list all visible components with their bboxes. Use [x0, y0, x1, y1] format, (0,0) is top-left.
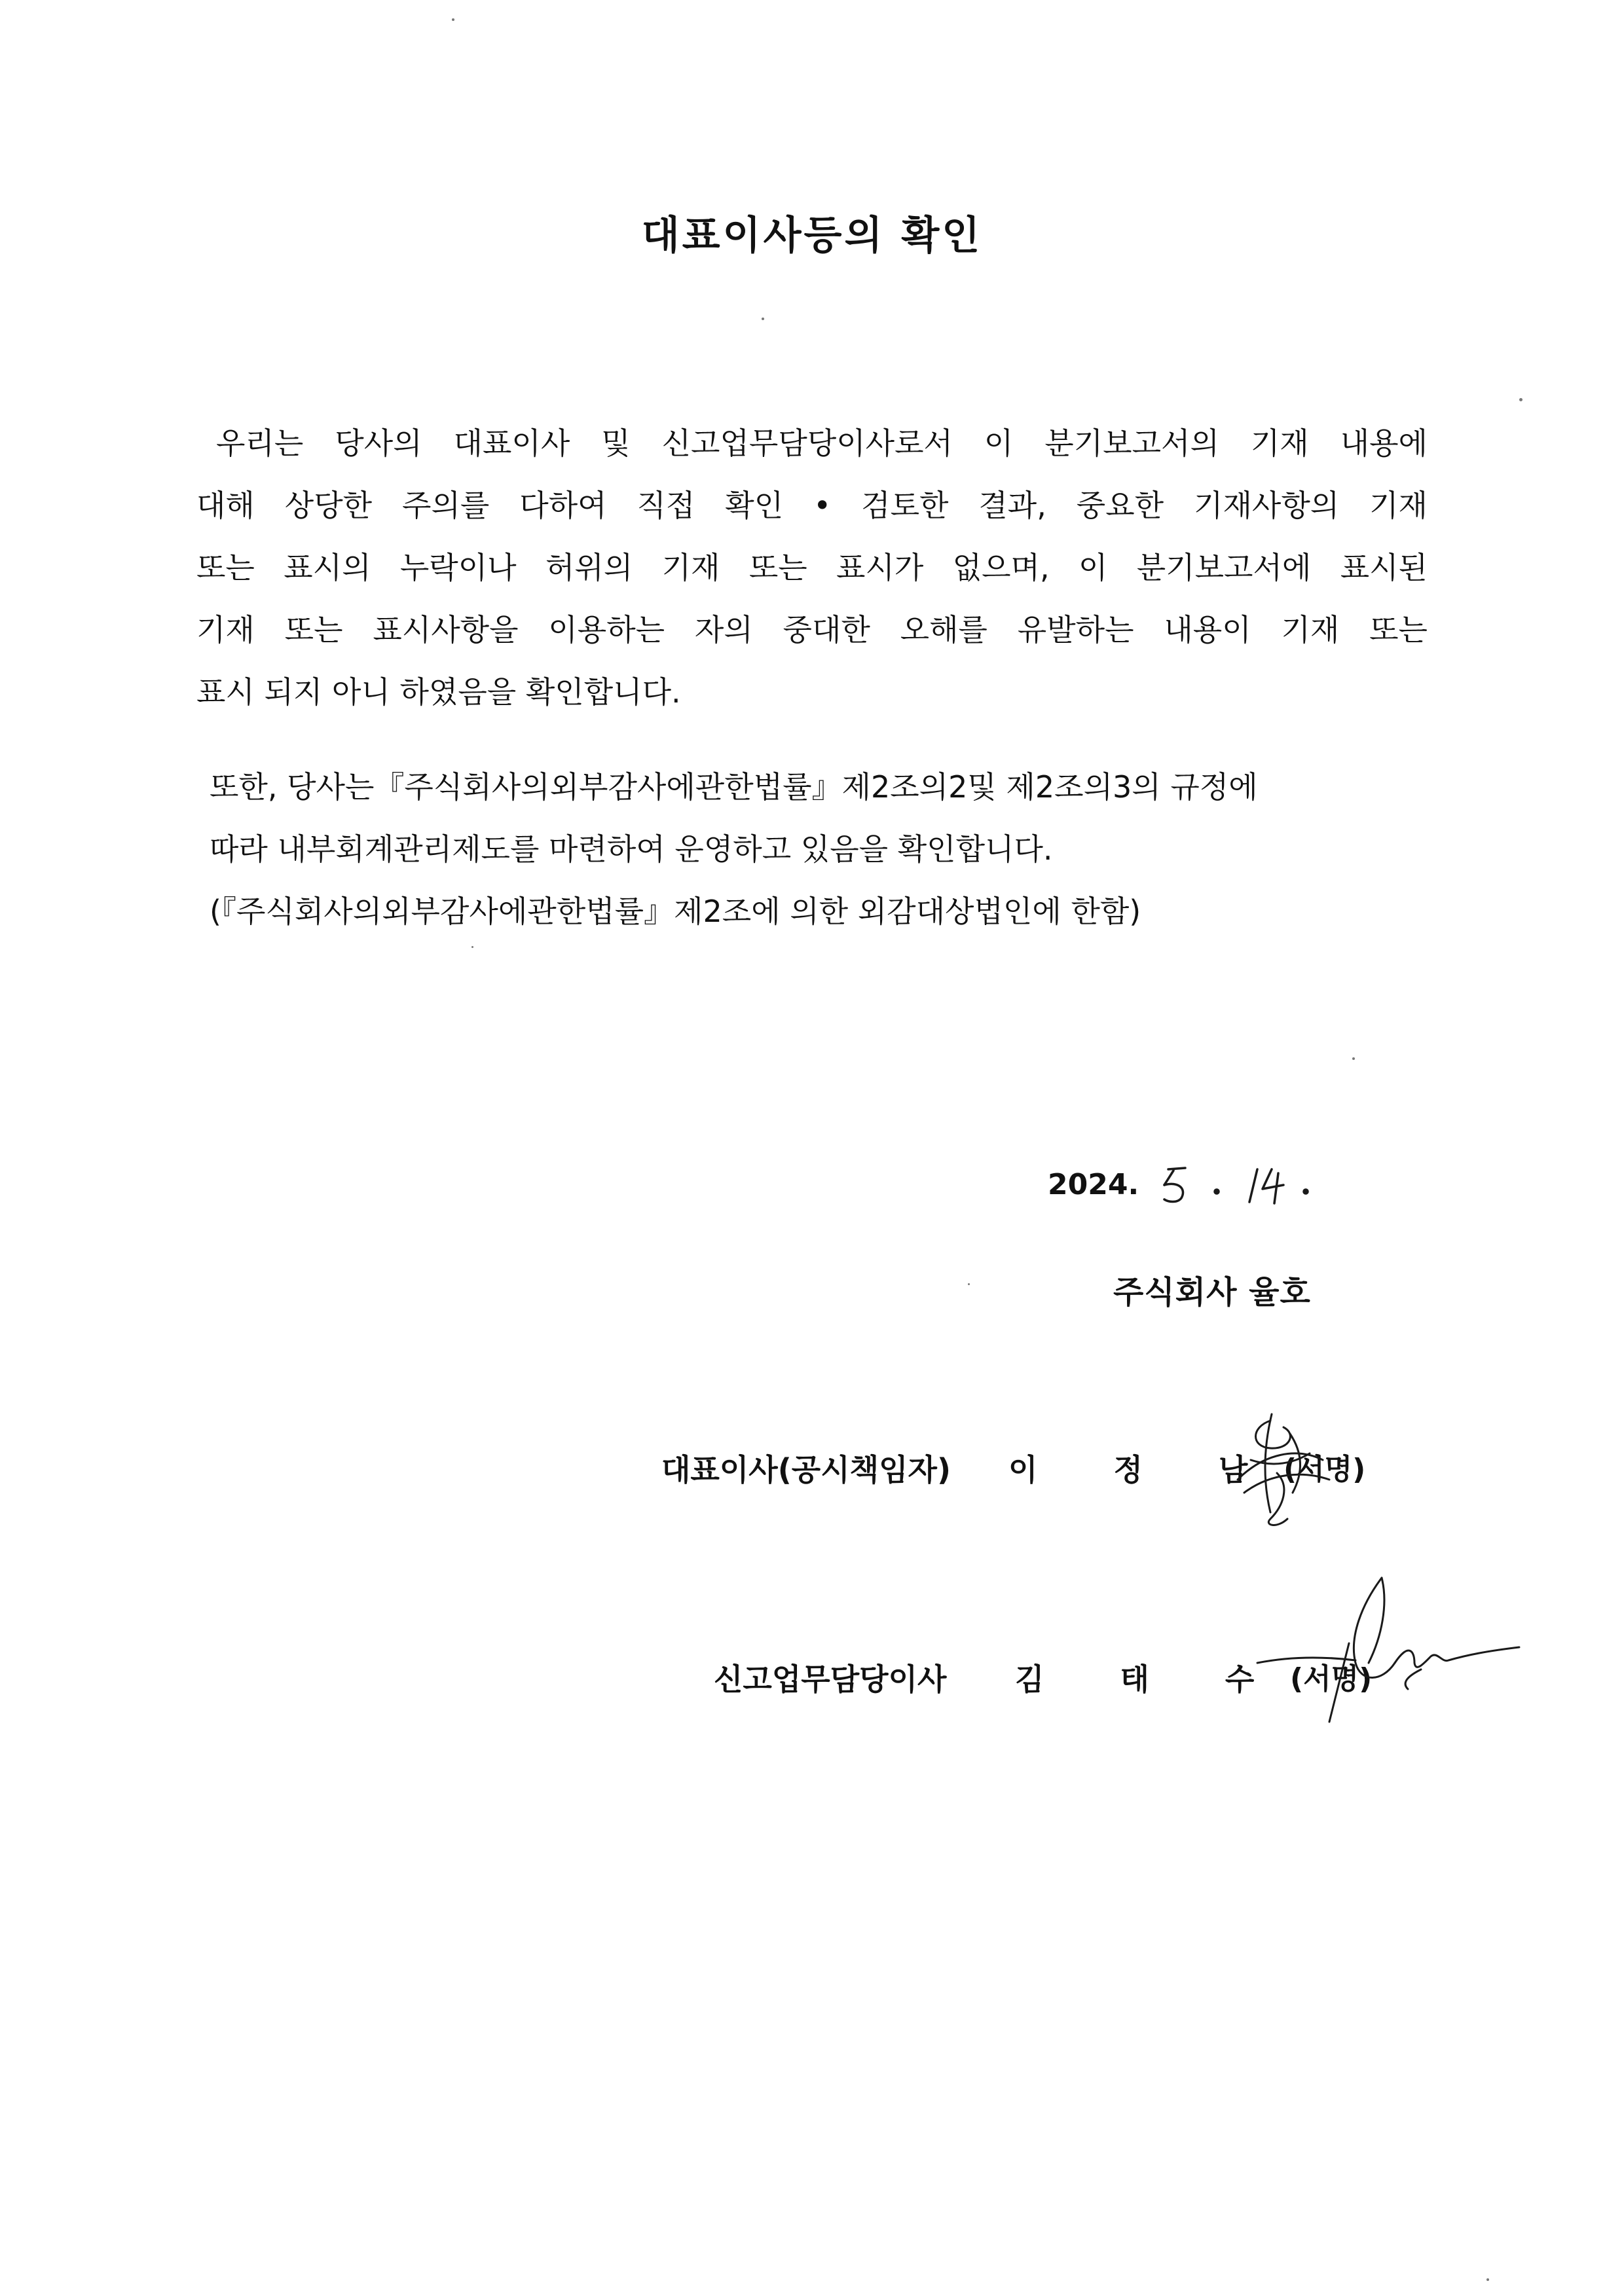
signatory-name: 이 정 남 [1008, 1452, 1281, 1487]
signatory-role: 대표이사(공시책임자) [661, 1452, 951, 1487]
scan-speck [1519, 398, 1522, 401]
paragraph-line: 따라 내부회계관리제도를 마련하여 운영하고 있음을 확인합니다. [210, 831, 1053, 867]
signature-label: (서명) [1283, 1453, 1366, 1486]
paragraph-line: 표시 되지 아니 하였음을 확인합니다. [196, 674, 681, 710]
paragraph-line: 또한, 당사는『주식회사의외부감사에관한법률』제2조의2및 제2조의3의 규정에 [210, 769, 1258, 805]
scan-speck [762, 318, 764, 320]
signature-label: (서명) [1290, 1662, 1373, 1696]
signatory-reporting-director [661, 1630, 1447, 1735]
scan-speck [1352, 1057, 1355, 1060]
company-name: 주식회사 율호 [1113, 1274, 1311, 1311]
scan-speck [471, 946, 473, 948]
scan-speck [1486, 2278, 1489, 2281]
internal-control-paragraph [196, 756, 1428, 943]
handwritten-date [1159, 1159, 1356, 1211]
signatory-name: 김 태 수 [1015, 1662, 1287, 1697]
paragraph-line: 기재 또는 표시사항을 이용하는 자의 중대한 오해를 유발하는 내용이 기재 또는 [196, 612, 1428, 647]
paragraph-line: 대해 상당한 주의를 다하여 직접 확인 • 검토한 결과, 중요한 기재사항의 기재 [196, 488, 1428, 523]
paragraph-line: (『주식회사의외부감사에관한법률』제2조에 의한 외감대상법인에 한함) [210, 894, 1141, 929]
scan-speck [452, 18, 454, 21]
date-year: 2024. [1048, 1168, 1139, 1201]
paragraph-line: 우리는 당사의 대표이사 및 신고업무담당이사로서 이 분기보고서의 기재 내용에 [216, 426, 1428, 461]
confirmation-paragraph [196, 412, 1428, 723]
page-title: 대표이사등의 확인 [641, 213, 983, 259]
scan-speck [968, 1283, 970, 1285]
signatory-role: 신고업무담당이사 [714, 1662, 947, 1697]
signatory-ceo [661, 1421, 1447, 1525]
handwritten-signature [1251, 1565, 1526, 1735]
document-date [1048, 1159, 1375, 1211]
paragraph-line: 또는 표시의 누락이나 허위의 기재 또는 표시가 없으며, 이 분기보고서에 표시된 [196, 550, 1428, 585]
